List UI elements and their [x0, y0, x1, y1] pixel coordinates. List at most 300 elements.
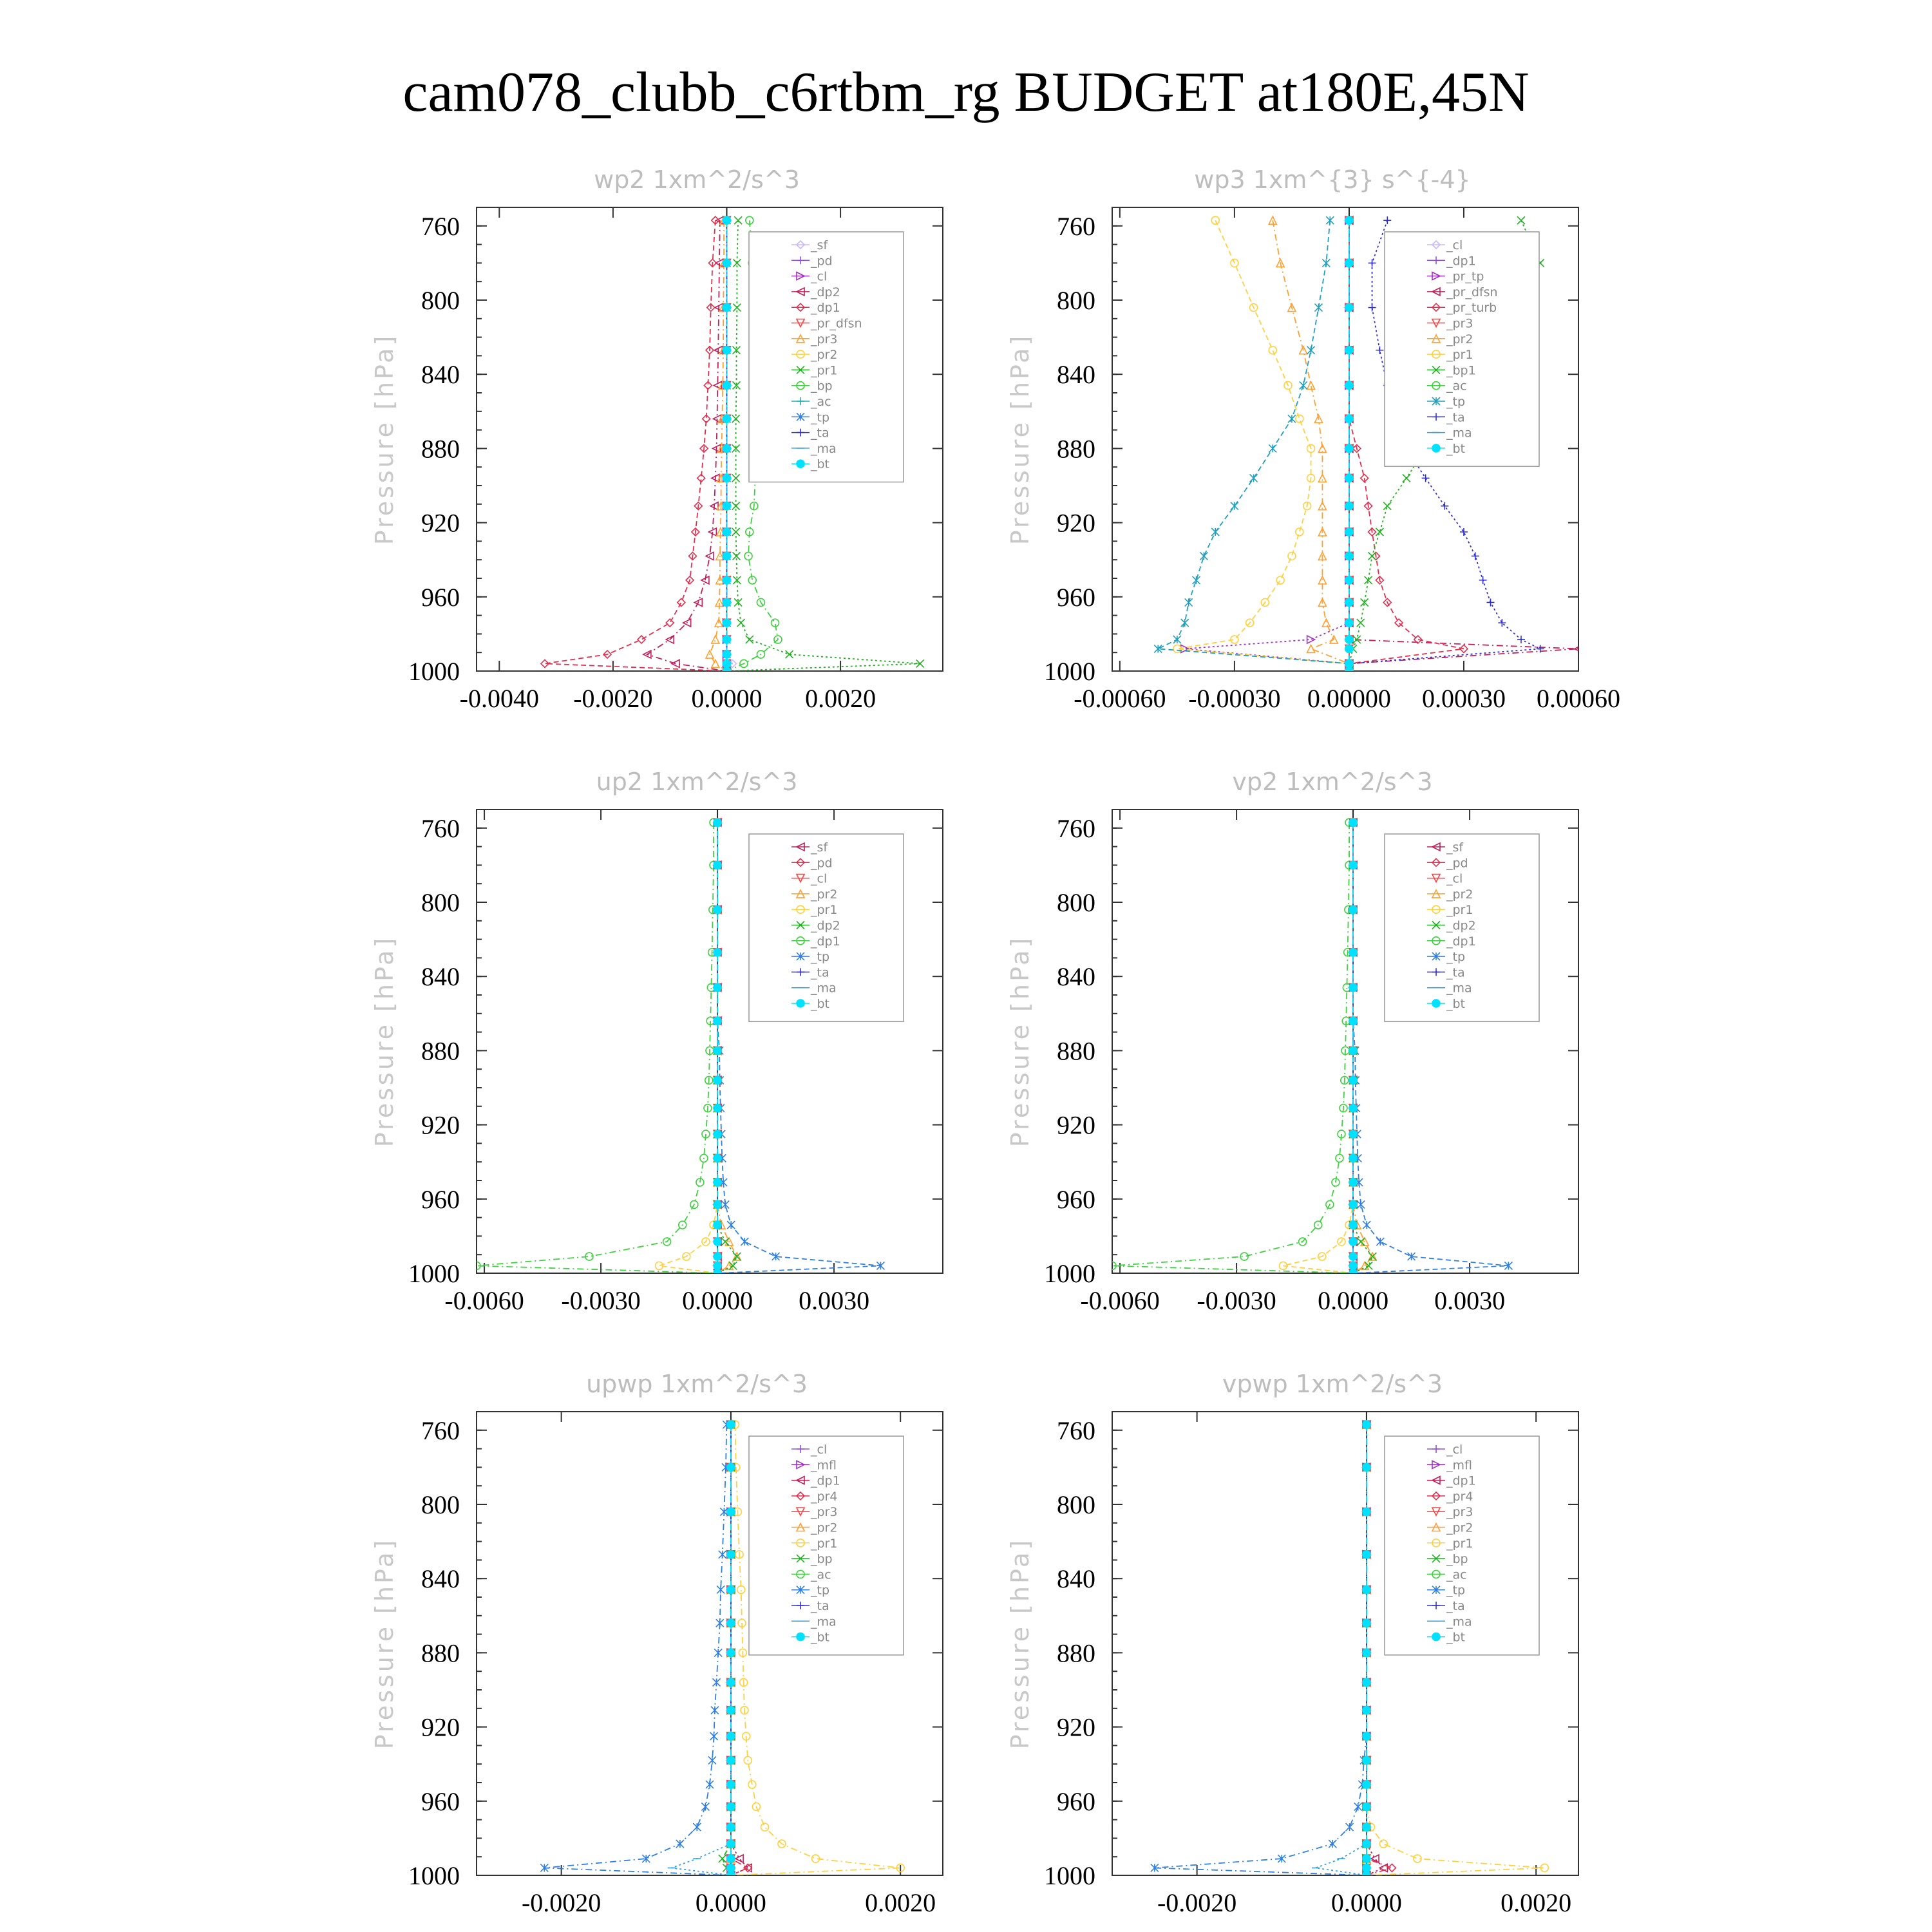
legend-label: _pr1 — [811, 363, 838, 378]
y-tick-label: 760 — [1057, 211, 1095, 241]
data-point — [714, 1104, 721, 1112]
legend-label: _bt — [1446, 1630, 1466, 1645]
data-point — [1368, 552, 1376, 560]
data-point — [727, 1756, 735, 1764]
legend-label: _bp1 — [1446, 363, 1476, 378]
data-point — [1349, 983, 1357, 991]
data-point — [1368, 304, 1376, 312]
data-point — [727, 1463, 735, 1471]
data-point — [732, 474, 740, 482]
data-point — [708, 1756, 716, 1764]
data-point — [1368, 259, 1376, 267]
data-point — [714, 1076, 721, 1084]
series-line — [545, 220, 727, 671]
data-point — [1269, 346, 1276, 354]
y-axis-label: Pressure [hPa] — [370, 1537, 399, 1750]
data-point — [1307, 346, 1315, 354]
y-tick-label: 760 — [421, 211, 460, 241]
y-tick-label: 1000 — [408, 1861, 460, 1890]
y-tick-label: 960 — [1057, 1184, 1095, 1214]
data-point — [786, 650, 793, 658]
data-point — [1363, 1221, 1370, 1229]
legend-label: _ac — [1446, 1567, 1467, 1582]
data-point — [727, 1221, 735, 1229]
y-tick-label: 960 — [421, 1786, 460, 1816]
y-tick-label: 880 — [421, 1036, 460, 1066]
x-tick-label: -0.0020 — [1157, 1888, 1237, 1917]
data-point — [1363, 1855, 1370, 1862]
data-point — [723, 667, 730, 675]
legend-label: _bt — [811, 1630, 830, 1645]
legend-label: _pr3 — [1446, 1505, 1473, 1520]
y-tick-label: 760 — [421, 1416, 460, 1445]
data-point — [727, 1649, 735, 1656]
y-tick-label: 760 — [421, 813, 460, 843]
legend-label: _sf — [1446, 840, 1464, 855]
legend-label: _pr_dfsn — [1446, 285, 1498, 299]
data-point — [1318, 576, 1326, 584]
legend-label: _pr1 — [1446, 903, 1473, 918]
legend — [749, 1436, 904, 1655]
data-point — [1296, 415, 1303, 422]
y-tick-label: 800 — [1057, 888, 1095, 917]
data-point — [716, 1619, 724, 1627]
legend-marker — [1432, 444, 1440, 452]
series-ma — [1312, 1425, 1370, 1875]
data-point — [723, 259, 730, 267]
data-point — [1322, 259, 1330, 267]
y-tick-label: 1000 — [1044, 657, 1095, 686]
legend-label: _pr1 — [811, 903, 838, 918]
data-point — [1307, 381, 1315, 389]
data-point — [714, 906, 721, 914]
data-point — [677, 598, 685, 606]
data-point — [714, 1179, 721, 1186]
y-tick-label: 800 — [421, 1490, 460, 1519]
y-tick-label: 1000 — [1044, 1861, 1095, 1890]
data-point — [714, 819, 721, 826]
data-point — [1479, 576, 1487, 584]
legend — [749, 834, 904, 1021]
data-point — [1383, 502, 1391, 510]
y-tick-label: 760 — [1057, 813, 1095, 843]
data-point — [727, 1551, 735, 1558]
legend-label: _dp1 — [811, 301, 840, 316]
x-tick-label: 0.0000 — [682, 1286, 753, 1315]
legend-label: _bt — [1446, 441, 1466, 456]
data-point — [1498, 619, 1506, 627]
chart-panel-2 — [1006, 166, 1620, 713]
y-tick-label: 800 — [421, 286, 460, 315]
data-point — [712, 659, 719, 667]
data-point — [1173, 636, 1181, 643]
legend-label: _pr4 — [1446, 1489, 1473, 1504]
series-line — [1273, 220, 1349, 671]
data-point — [1345, 216, 1353, 224]
x-tick-label: -0.0020 — [521, 1888, 601, 1917]
data-point — [1349, 1130, 1357, 1138]
data-point — [1300, 381, 1307, 389]
legend-label: _dp2 — [811, 285, 840, 299]
y-tick-label: 840 — [1057, 1564, 1095, 1594]
series-line — [1155, 1425, 1367, 1875]
legend-marker — [797, 1633, 804, 1641]
legend-label: _ta — [1446, 965, 1465, 980]
legend-label: _pd — [811, 856, 833, 871]
legend-label: _mfl — [811, 1458, 837, 1473]
data-point — [710, 1732, 718, 1740]
legend — [1385, 834, 1539, 1021]
x-tick-label: -0.0030 — [561, 1286, 641, 1315]
data-point — [1345, 381, 1353, 389]
legend-label: _pr2 — [811, 1520, 838, 1535]
data-point — [727, 1871, 735, 1879]
y-tick-label: 880 — [1057, 434, 1095, 464]
legend-label: _pr1 — [811, 1536, 838, 1551]
legend-label: _cl — [811, 269, 828, 284]
data-point — [1363, 1864, 1370, 1871]
data-point — [723, 659, 730, 667]
data-point — [734, 216, 742, 224]
data-point — [1345, 645, 1353, 652]
data-point — [1314, 304, 1322, 312]
x-tick-label: 0.0000 — [691, 684, 762, 713]
data-point — [727, 1855, 735, 1862]
data-point — [1345, 304, 1353, 312]
x-tick-label: 0.0020 — [1501, 1888, 1572, 1917]
data-point — [1363, 1551, 1370, 1558]
data-point — [723, 528, 730, 536]
data-point — [676, 1840, 684, 1848]
legend-marker — [1432, 1633, 1440, 1641]
data-point — [727, 1508, 735, 1516]
legend-label: _pd — [1446, 856, 1468, 871]
y-axis-label: Pressure [hPa] — [370, 333, 399, 545]
y-axis-label: Pressure [hPa] — [370, 935, 399, 1148]
data-point — [1376, 528, 1383, 536]
legend-label: _tp — [811, 950, 830, 965]
data-point — [723, 381, 730, 389]
legend-label: _pr4 — [811, 1489, 838, 1504]
data-point — [1307, 645, 1315, 652]
data-point — [1269, 444, 1276, 452]
y-tick-label: 1000 — [408, 1259, 460, 1288]
data-point — [729, 1262, 737, 1269]
data-point — [1357, 619, 1365, 627]
data-point — [1357, 1200, 1365, 1208]
data-point — [1376, 1238, 1384, 1245]
legend-label: _dp1 — [1446, 934, 1476, 949]
data-point — [714, 1649, 722, 1656]
y-tick-label: 800 — [1057, 286, 1095, 315]
series-line — [1112, 822, 1353, 1273]
y-axis-label: Pressure [hPa] — [1006, 935, 1034, 1148]
data-point — [727, 1619, 735, 1627]
data-point — [727, 1803, 735, 1810]
data-point — [1200, 552, 1208, 560]
legend-label: _bt — [811, 457, 830, 472]
data-point — [714, 949, 721, 956]
legend-label: _pd — [811, 254, 833, 269]
data-point — [714, 1221, 721, 1229]
chart-panel-3 — [370, 768, 943, 1315]
x-tick-label: -0.0030 — [1197, 1286, 1276, 1315]
data-point — [1363, 1649, 1370, 1656]
series-pr2 — [1269, 216, 1353, 675]
data-point — [719, 1551, 726, 1558]
panel-title: vpwp 1xm^2/s^3 — [1222, 1370, 1443, 1398]
data-point — [1185, 598, 1193, 606]
data-point — [723, 619, 730, 627]
data-point — [1288, 415, 1296, 422]
legend-label: _bp — [1446, 1552, 1468, 1567]
x-tick-label: 0.0020 — [865, 1888, 936, 1917]
data-point — [1363, 1781, 1370, 1788]
legend — [1385, 232, 1539, 466]
legend-label: _pr2 — [1446, 887, 1473, 902]
data-point — [723, 650, 730, 658]
data-point — [1349, 1104, 1357, 1112]
data-point — [1357, 1238, 1365, 1245]
legend-label: _cl — [1446, 1443, 1463, 1457]
legend-label: _pr2 — [811, 887, 838, 902]
panel-title: wp2 1xm^2/s^3 — [594, 166, 800, 194]
data-point — [714, 861, 721, 869]
legend-label: _pr2 — [1446, 1520, 1473, 1535]
y-tick-label: 920 — [421, 1110, 460, 1140]
data-point — [1349, 949, 1357, 956]
legend-label: _cl — [811, 871, 828, 886]
legend-label: _dp1 — [1446, 254, 1476, 269]
data-point — [1345, 619, 1353, 627]
legend — [749, 232, 904, 482]
data-point — [713, 1678, 721, 1686]
data-point — [737, 1586, 745, 1593]
data-point — [666, 619, 674, 627]
data-point — [717, 1586, 724, 1593]
data-point — [1345, 636, 1353, 643]
data-point — [1349, 1200, 1357, 1208]
legend-label: _tp — [1446, 950, 1466, 965]
data-point — [723, 444, 730, 452]
data-point — [744, 1864, 752, 1871]
y-tick-label: 840 — [421, 1564, 460, 1594]
legend-label: _ac — [811, 1567, 831, 1582]
data-point — [723, 636, 730, 643]
data-point — [1349, 1253, 1357, 1260]
data-point — [727, 1781, 735, 1788]
y-tick-label: 920 — [421, 508, 460, 538]
data-point — [1383, 216, 1391, 224]
data-point — [714, 1262, 721, 1269]
data-point — [1349, 1269, 1357, 1277]
data-point — [1363, 1871, 1370, 1879]
x-tick-label: 0.00000 — [1307, 684, 1391, 713]
data-point — [1345, 474, 1353, 482]
data-point — [741, 1238, 748, 1245]
data-point — [1517, 216, 1525, 224]
legend-label: _pr_dfsn — [811, 316, 862, 331]
data-point — [1349, 906, 1357, 914]
y-tick-label: 920 — [1057, 508, 1095, 538]
series-dp1 — [1108, 819, 1357, 1277]
x-tick-label: -0.0060 — [444, 1286, 524, 1315]
panel-title: up2 1xm^2/s^3 — [596, 768, 798, 796]
data-point — [737, 619, 745, 627]
y-tick-label: 800 — [421, 888, 460, 917]
legend-label: _pr1 — [1446, 348, 1473, 363]
data-point — [1363, 1463, 1370, 1471]
data-point — [1349, 1046, 1357, 1054]
data-point — [1388, 1864, 1396, 1871]
data-point — [1363, 1707, 1370, 1714]
data-point — [1363, 1678, 1370, 1686]
series-line — [477, 822, 717, 1273]
data-point — [723, 346, 730, 354]
x-tick-label: 0.0000 — [695, 1888, 766, 1917]
data-point — [746, 636, 753, 643]
legend — [1385, 1436, 1539, 1655]
data-point — [1345, 502, 1353, 510]
chart-panel-6 — [1006, 1370, 1578, 1917]
data-point — [719, 1855, 726, 1862]
data-point — [1345, 528, 1353, 536]
x-tick-label: -0.0020 — [573, 684, 653, 713]
data-point — [1345, 415, 1353, 422]
data-point — [727, 1864, 735, 1871]
legend-label: _ta — [1446, 410, 1465, 425]
panel-title: upwp 1xm^2/s^3 — [586, 1370, 808, 1398]
x-tick-label: -0.0060 — [1080, 1286, 1160, 1315]
data-point — [714, 1046, 721, 1054]
x-tick-label: 0.00030 — [1421, 684, 1506, 713]
data-point — [761, 1823, 769, 1831]
data-point — [1472, 552, 1479, 560]
data-point — [701, 1803, 709, 1810]
data-point — [1349, 1017, 1357, 1025]
data-point — [1460, 528, 1468, 536]
data-point — [727, 1421, 735, 1428]
data-point — [1345, 667, 1353, 675]
data-point — [1379, 1840, 1387, 1848]
legend-label: _sf — [811, 238, 828, 252]
data-point — [1296, 528, 1303, 536]
y-tick-label: 880 — [1057, 1036, 1095, 1066]
data-point — [1349, 819, 1357, 826]
data-point — [723, 216, 730, 224]
legend-label: _bp — [811, 1552, 833, 1567]
data-point — [727, 1586, 735, 1593]
legend-label: _dp1 — [1446, 1473, 1476, 1488]
data-point — [1349, 1154, 1357, 1162]
chart-panel-4 — [1006, 768, 1578, 1315]
y-tick-label: 880 — [1057, 1638, 1095, 1668]
data-point — [1363, 1619, 1370, 1627]
panel-title: vp2 1xm^2/s^3 — [1232, 768, 1433, 796]
data-point — [1363, 1421, 1370, 1428]
data-point — [1211, 528, 1219, 536]
y-tick-label: 840 — [1057, 360, 1095, 390]
data-point — [723, 304, 730, 312]
y-tick-label: 880 — [421, 434, 460, 464]
data-point — [733, 1253, 741, 1260]
x-tick-label: 0.0030 — [799, 1286, 870, 1315]
chart-panel-5 — [370, 1370, 943, 1917]
legend-marker — [1432, 999, 1440, 1007]
data-point — [723, 598, 730, 606]
data-point — [1345, 598, 1353, 606]
data-point — [1349, 861, 1357, 869]
y-tick-label: 760 — [1057, 1416, 1095, 1445]
y-tick-label: 840 — [421, 962, 460, 992]
data-point — [1345, 346, 1353, 354]
legend-marker — [797, 460, 804, 468]
page-title: cam078_clubb_c6rtbm_rg BUDGET at180E,45N — [402, 61, 1530, 124]
y-tick-label: 1000 — [1044, 1259, 1095, 1288]
legend-label: _ma — [1446, 981, 1472, 996]
legend-label: _pr3 — [811, 332, 838, 346]
data-point — [1363, 1732, 1370, 1740]
series-pr1 — [1279, 819, 1357, 1277]
data-point — [1346, 1823, 1354, 1831]
legend-marker — [797, 999, 804, 1007]
data-point — [1363, 1803, 1370, 1810]
data-point — [721, 1238, 729, 1245]
x-tick-label: 0.0000 — [1318, 1286, 1389, 1315]
data-point — [1349, 1221, 1357, 1229]
data-point — [727, 1732, 735, 1740]
series-ma — [668, 1425, 735, 1875]
data-point — [714, 983, 721, 991]
legend-label: _ta — [811, 426, 829, 440]
legend-label: _pr_turb — [1446, 301, 1497, 316]
x-tick-label: -0.00060 — [1074, 684, 1166, 713]
y-tick-label: 840 — [421, 360, 460, 390]
panels-group — [370, 166, 1620, 1917]
data-point — [732, 502, 740, 510]
data-point — [1345, 576, 1353, 584]
data-point — [1354, 1803, 1362, 1810]
legend-label: _ac — [811, 395, 831, 409]
data-point — [1368, 1253, 1376, 1260]
data-point — [1487, 598, 1495, 606]
data-point — [1363, 1586, 1370, 1593]
data-point — [723, 576, 730, 584]
legend-label: _dp2 — [811, 918, 840, 933]
data-point — [1349, 1262, 1357, 1269]
legend-label: _tp — [1446, 1583, 1466, 1598]
data-point — [714, 1238, 721, 1245]
legend-label: _ma — [811, 1615, 837, 1629]
x-tick-label: 0.0020 — [805, 684, 876, 713]
data-point — [733, 304, 741, 312]
y-tick-label: 920 — [421, 1712, 460, 1742]
data-point — [1345, 552, 1353, 560]
legend-label: _ma — [811, 441, 837, 456]
data-point — [1322, 619, 1330, 627]
data-point — [1349, 1238, 1357, 1245]
series-line — [647, 220, 727, 671]
legend-label: _pr2 — [811, 348, 838, 363]
legend-label: _ma — [1446, 1615, 1472, 1629]
data-point — [1363, 1756, 1370, 1764]
legend-label: _tp — [811, 1583, 830, 1598]
data-point — [714, 1253, 721, 1260]
data-point — [1422, 474, 1430, 482]
chart-panel-1 — [370, 166, 943, 713]
y-axis-label: Pressure [hPa] — [1006, 1537, 1034, 1750]
legend-label: _cl — [1446, 871, 1463, 886]
